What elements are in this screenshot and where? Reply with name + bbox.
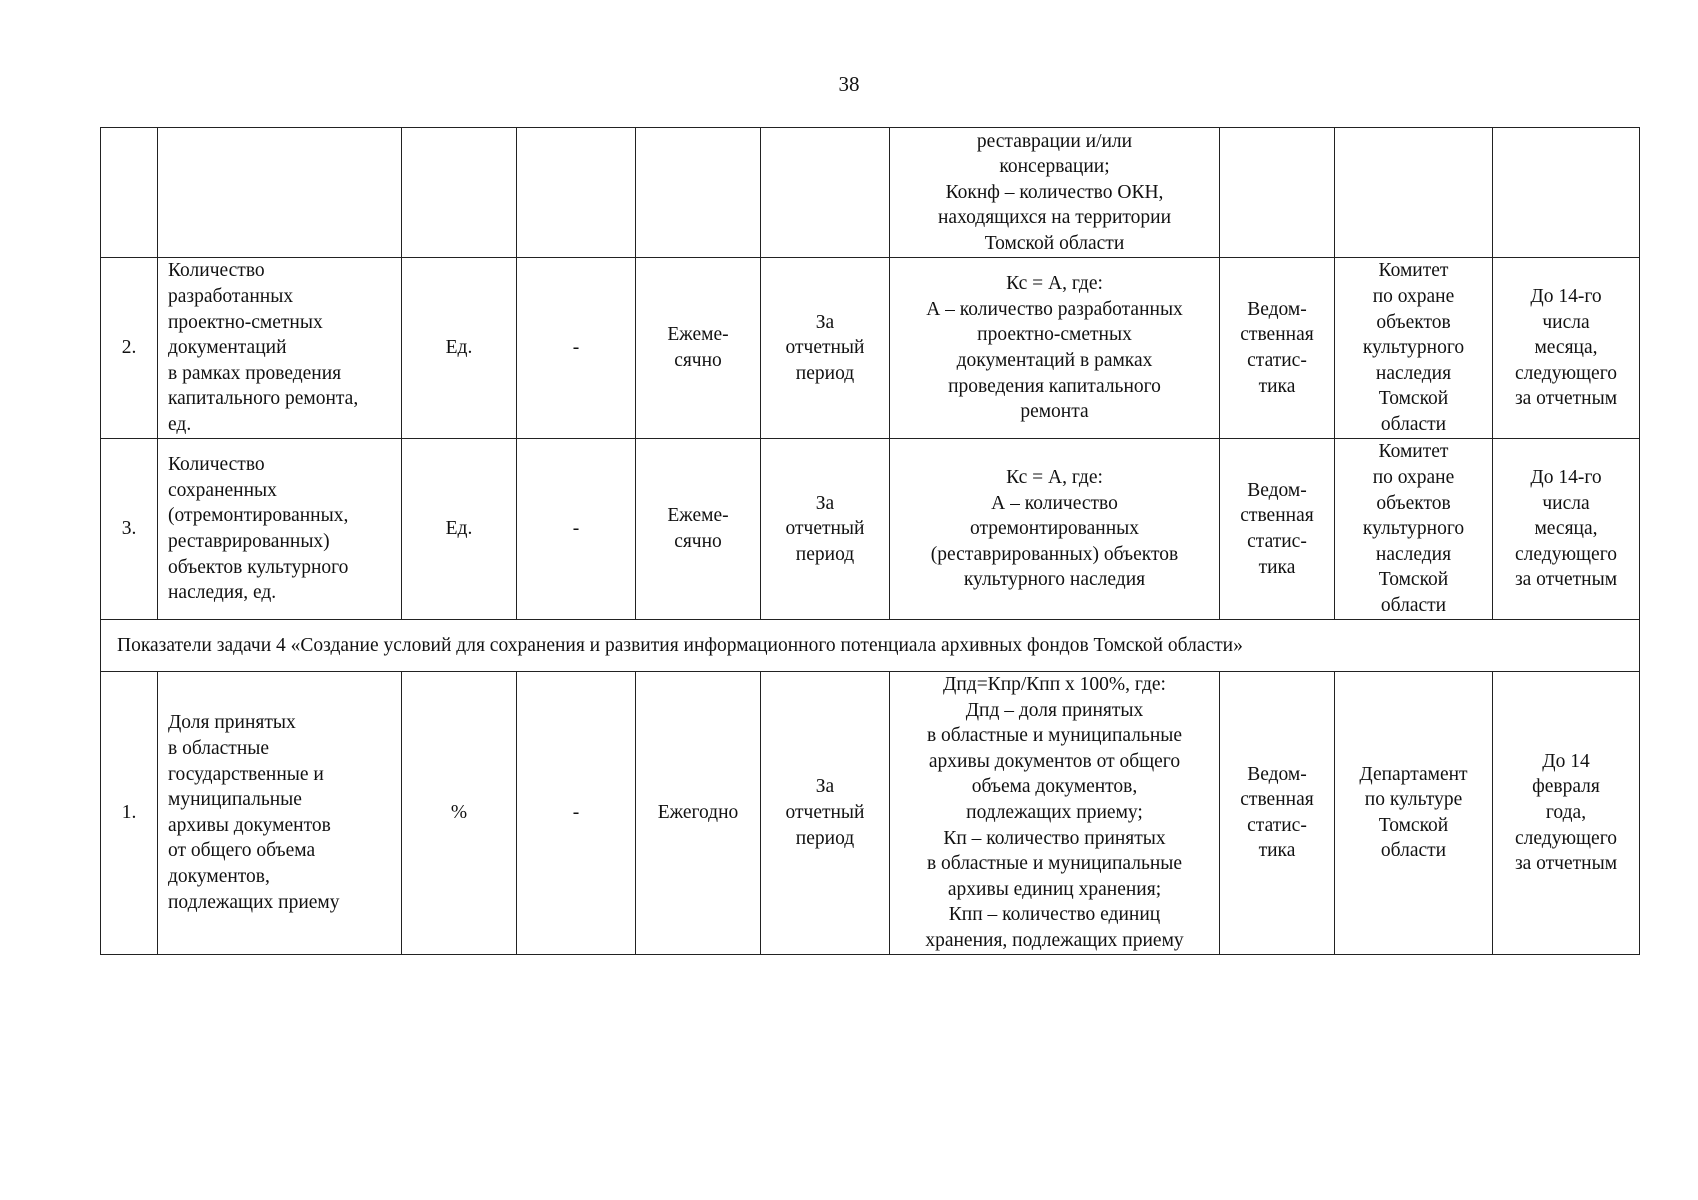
deadline-line: До 14-го <box>1530 286 1602 308</box>
method-line: отремонтированных <box>970 518 1139 540</box>
method-line: хранения, подлежащих приему <box>925 929 1184 951</box>
deadline-line: месяца, <box>1534 337 1598 359</box>
frequency-cell <box>636 258 761 439</box>
indicators-table <box>100 127 1640 955</box>
source-line: тика <box>1258 840 1296 862</box>
source-line: статис- <box>1247 814 1307 836</box>
name-line: от общего объема <box>168 840 316 862</box>
source-line: ственная <box>1240 324 1314 346</box>
name-line: архивы документов <box>168 814 331 836</box>
method-line: Кокнф – количество ОКН, <box>945 181 1164 203</box>
name-line: (отремонтированных, <box>168 505 349 527</box>
name-line: реставрированных) <box>168 531 330 552</box>
responsible-line: культурного <box>1362 518 1465 540</box>
responsible-line: по охране <box>1372 467 1455 489</box>
method-cell <box>890 128 1220 258</box>
name-cell <box>158 258 402 439</box>
responsible-line: наследия <box>1375 543 1452 565</box>
deadline-line: числа <box>1542 311 1590 333</box>
method-line: (реставрированных) объектов <box>930 543 1179 565</box>
method-line: А – количество <box>991 492 1118 514</box>
period-line: За <box>815 311 835 333</box>
period-cell <box>761 672 890 955</box>
name-line: объектов культурного <box>168 556 349 578</box>
table-row <box>101 672 1640 955</box>
deadline-line: До 14 <box>1542 750 1590 772</box>
frequency-cell <box>636 128 761 258</box>
unit-cell <box>402 128 517 258</box>
method-line: Кс = А, где: <box>1006 467 1103 489</box>
method-cell <box>890 439 1220 620</box>
source-cell <box>1220 672 1335 955</box>
deadline-cell <box>1493 439 1640 620</box>
frequency-line: Ежегодно <box>657 801 739 823</box>
period-cell <box>761 128 890 258</box>
source-cell <box>1220 258 1335 439</box>
deadline-line: февраля <box>1532 776 1600 798</box>
num-cell: 1. <box>101 672 158 955</box>
responsible-line: объектов <box>1376 492 1451 514</box>
responsible-line: культурного <box>1362 337 1465 359</box>
name-cell <box>158 439 402 620</box>
method-line: архивы документов от общего <box>928 750 1181 772</box>
method-line: архивы единиц хранения; <box>947 878 1162 900</box>
name-cell <box>158 672 402 955</box>
num-cell: 3. <box>101 439 158 620</box>
period-line: период <box>795 543 855 565</box>
source-line: статис- <box>1247 531 1307 552</box>
source-cell <box>1220 128 1335 258</box>
responsible-cell <box>1335 439 1493 620</box>
deadline-line: До 14-го <box>1530 467 1602 489</box>
method-line: в областные и муниципальные <box>926 853 1183 875</box>
deadline-cell <box>1493 128 1640 258</box>
method-line: А – количество разработанных <box>926 298 1183 320</box>
direction-cell: - <box>517 439 636 620</box>
responsible-cell <box>1335 258 1493 439</box>
num-cell: 2. <box>101 258 158 439</box>
name-line: Количество <box>168 260 265 282</box>
name-line: наследия, ед. <box>168 582 277 604</box>
name-line: в рамках проведения <box>168 362 342 384</box>
name-line: в областные <box>168 737 270 759</box>
deadline-line: числа <box>1542 492 1590 514</box>
frequency-cell <box>636 439 761 620</box>
responsible-line: области <box>1380 840 1447 862</box>
method-line: находящихся на территории <box>937 207 1172 229</box>
responsible-line: объектов <box>1376 311 1451 333</box>
source-line: тика <box>1258 556 1296 578</box>
period-line: отчетный <box>785 801 865 823</box>
responsible-line: наследия <box>1375 362 1452 384</box>
name-line: разработанных <box>168 286 294 308</box>
responsible-line: области <box>1380 413 1447 435</box>
deadline-line: следующего <box>1515 827 1617 849</box>
method-line: консервации; <box>999 156 1110 178</box>
section-header-row <box>101 620 1640 672</box>
page-number: 38 <box>838 72 860 96</box>
direction-cell <box>517 128 636 258</box>
period-line: период <box>795 362 855 384</box>
responsible-line: по культуре <box>1364 789 1463 811</box>
source-line: тика <box>1258 375 1296 397</box>
name-line: муниципальные <box>168 789 302 811</box>
period-line: период <box>795 827 855 849</box>
name-line: Количество <box>168 454 265 476</box>
responsible-line: по охране <box>1372 286 1455 308</box>
responsible-cell <box>1335 128 1493 258</box>
table-row <box>101 258 1640 439</box>
responsible-line: Комитет <box>1378 260 1449 282</box>
deadline-cell <box>1493 672 1640 955</box>
method-line: проектно-сметных <box>977 324 1132 346</box>
section-header: Показатели задачи 4 «Создание условий для сохранения и развития информационного потенциала архивных фондов Томской области» <box>101 620 1640 672</box>
period-line: отчетный <box>785 337 865 359</box>
table-row <box>101 439 1640 620</box>
source-line: Ведом- <box>1247 479 1307 501</box>
deadline-cell <box>1493 258 1640 439</box>
direction-cell: - <box>517 672 636 955</box>
method-line: Кс = А, где: <box>1006 273 1103 295</box>
direction-cell: - <box>517 258 636 439</box>
unit-cell: Ед. <box>402 258 517 439</box>
responsible-line: области <box>1380 594 1447 616</box>
method-line: документаций в рамках <box>956 350 1153 371</box>
responsible-cell <box>1335 672 1493 955</box>
responsible-line: Департамент <box>1359 763 1468 785</box>
source-line: статис- <box>1247 350 1307 371</box>
method-line: в областные и муниципальные <box>926 725 1183 747</box>
method-line: ремонта <box>1020 401 1089 423</box>
name-line: документов, <box>168 865 270 887</box>
source-cell <box>1220 439 1335 620</box>
frequency-line: сячно <box>674 531 722 552</box>
period-line: За <box>815 776 835 798</box>
method-line: Томской области <box>984 232 1125 254</box>
name-line: капитального ремонта, <box>168 388 359 410</box>
name-line: документаций <box>168 337 287 359</box>
name-line: сохраненных <box>168 479 277 501</box>
responsible-line: Томской <box>1378 569 1449 591</box>
source-line: Ведом- <box>1247 763 1307 785</box>
period-cell <box>761 258 890 439</box>
frequency-line: Ежеме- <box>667 505 729 527</box>
method-line: проведения капитального <box>948 375 1161 397</box>
name-line: Доля принятых <box>168 712 296 734</box>
continuation-row <box>101 128 1640 258</box>
method-cell <box>890 258 1220 439</box>
deadline-line: за отчетным <box>1514 569 1618 591</box>
responsible-line: Комитет <box>1378 441 1449 463</box>
name-line: проектно-сметных <box>168 311 323 333</box>
name-line: ед. <box>168 413 192 435</box>
method-line: подлежащих приему; <box>966 801 1143 823</box>
name-cell <box>158 128 402 258</box>
source-line: ственная <box>1240 789 1314 811</box>
deadline-line: за отчетным <box>1514 388 1618 410</box>
unit-cell: Ед. <box>402 439 517 620</box>
period-cell <box>761 439 890 620</box>
name-line: подлежащих приему <box>168 891 340 913</box>
method-line: культурного наследия <box>963 569 1146 591</box>
unit-cell: % <box>402 672 517 955</box>
period-line: отчетный <box>785 518 865 540</box>
source-line: Ведом- <box>1247 298 1307 320</box>
method-line: объема документов, <box>971 776 1138 798</box>
frequency-line: Ежеме- <box>667 324 729 346</box>
method-line: Дпд – доля принятых <box>965 699 1144 721</box>
method-line: Дпд=Кпр/Кпп х 100%, где: <box>943 674 1166 695</box>
period-line: За <box>815 492 835 514</box>
num-cell <box>101 128 158 258</box>
responsible-line: Томской <box>1378 814 1449 836</box>
method-line: Кпп – количество единиц <box>948 904 1161 926</box>
responsible-line: Томской <box>1378 388 1449 410</box>
method-line: реставрации и/или <box>976 130 1133 152</box>
method-line: Кп – количество принятых <box>943 827 1166 849</box>
frequency-cell <box>636 672 761 955</box>
frequency-line: сячно <box>674 350 722 371</box>
deadline-line: следующего <box>1515 543 1617 565</box>
deadline-line: за отчетным <box>1514 853 1618 875</box>
deadline-line: следующего <box>1515 362 1617 384</box>
deadline-line: года, <box>1545 801 1587 823</box>
method-cell <box>890 672 1220 955</box>
name-line: государственные и <box>168 763 324 785</box>
source-line: ственная <box>1240 505 1314 527</box>
deadline-line: месяца, <box>1534 518 1598 540</box>
